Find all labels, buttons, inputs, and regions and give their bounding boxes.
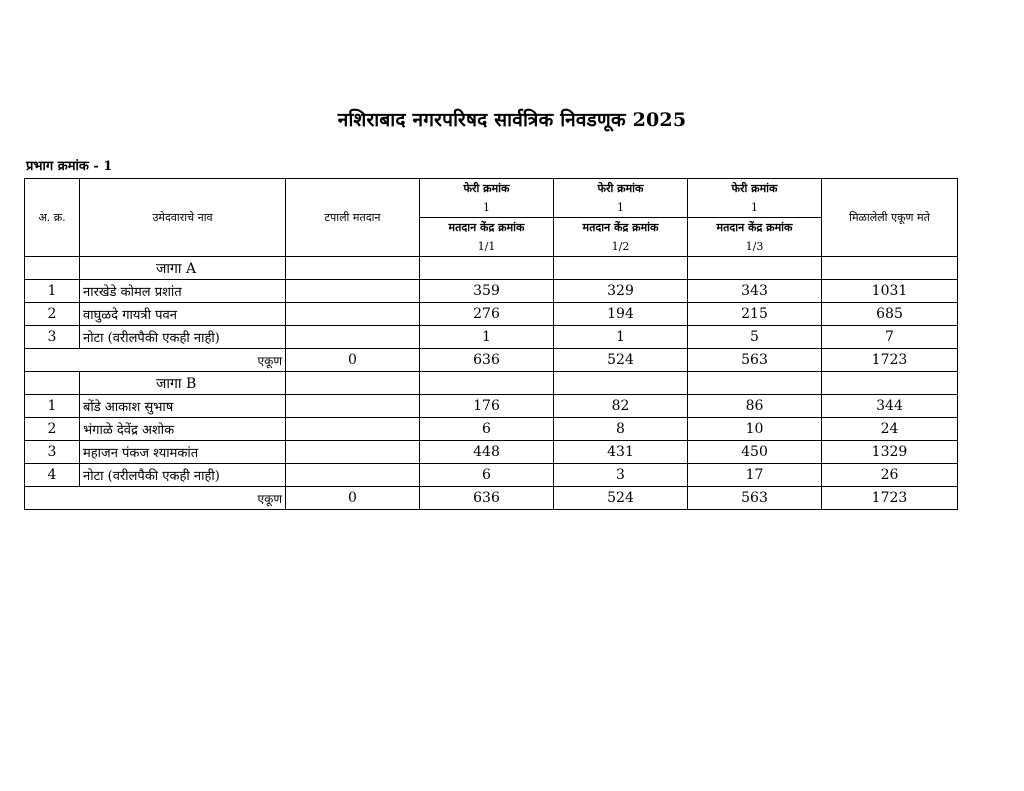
postal-cell: [286, 418, 420, 441]
candidate-name-cell: बोंडे आकाश सुभाष: [80, 395, 286, 418]
serial-cell: 4: [25, 464, 80, 487]
total-votes-cell: 1329: [822, 441, 958, 464]
round3-votes-cell: 215: [688, 303, 822, 326]
round3-votes-cell: 86: [688, 395, 822, 418]
round-label: फेरी क्रमांक: [463, 182, 510, 195]
candidate-name-cell: नोटा (वरीलपैकी एकही नाही): [80, 326, 286, 349]
round2-votes-cell: 431: [554, 441, 688, 464]
results-table: [24, 178, 958, 510]
section-row-b: [25, 372, 958, 395]
candidate-name-cell: नारखेडे कोमल प्रशांत: [80, 280, 286, 303]
postal-cell: [286, 326, 420, 349]
total-label: एकूण: [25, 349, 286, 372]
round2-votes-cell: 329: [554, 280, 688, 303]
table-row: [25, 303, 958, 326]
serial-cell: 1: [25, 280, 80, 303]
total-votes-cell: 344: [822, 395, 958, 418]
header-total-votes: मिळालेली एकूण मते: [822, 179, 958, 257]
round2-total-cell: 524: [554, 487, 688, 510]
table-row: [25, 326, 958, 349]
postal-total-cell: 0: [286, 349, 420, 372]
header-postal-votes: टपाली मतदान: [286, 179, 420, 257]
postal-cell: [286, 464, 420, 487]
round3-votes-cell: 450: [688, 441, 822, 464]
candidate-name-cell: वाघुळदे गायत्री पवन: [80, 303, 286, 326]
table-row: [25, 464, 958, 487]
round1-votes-cell: 6: [420, 464, 554, 487]
total-votes-cell: 7: [822, 326, 958, 349]
ward-label: प्रभाग क्रमांक - 1: [26, 159, 113, 174]
total-votes-cell: 685: [822, 303, 958, 326]
serial-cell: 2: [25, 303, 80, 326]
document-title: नशिराबाद नगरपरिषद सार्वत्रिक निवडणूक 2025: [337, 109, 687, 131]
round1-total-cell: 636: [420, 349, 554, 372]
header-round-3: [688, 179, 822, 218]
postal-cell: [286, 303, 420, 326]
round2-votes-cell: 8: [554, 418, 688, 441]
total-votes-cell: 26: [822, 464, 958, 487]
center-number: 1/1: [477, 240, 496, 253]
header-center-2: [554, 218, 688, 257]
center-number: 1/3: [745, 240, 764, 253]
serial-cell: 1: [25, 395, 80, 418]
grand-total-cell: 1723: [822, 349, 958, 372]
round1-votes-cell: 176: [420, 395, 554, 418]
totals-row-a: [25, 349, 958, 372]
table-row: [25, 280, 958, 303]
round2-total-cell: 524: [554, 349, 688, 372]
round3-votes-cell: 5: [688, 326, 822, 349]
round2-votes-cell: 82: [554, 395, 688, 418]
header-round-2: [554, 179, 688, 218]
header-round-1: [420, 179, 554, 218]
center-label: मतदान केंद्र क्रमांक: [716, 221, 793, 234]
serial-cell: 3: [25, 441, 80, 464]
candidate-name-cell: नोटा (वरीलपैकी एकही नाही): [80, 464, 286, 487]
total-votes-cell: 24: [822, 418, 958, 441]
postal-total-cell: 0: [286, 487, 420, 510]
round3-total-cell: 563: [688, 349, 822, 372]
round-number: 1: [483, 201, 490, 214]
serial-cell: 3: [25, 326, 80, 349]
header-candidate-name: उमेदवाराचे नाव: [80, 179, 286, 257]
round1-votes-cell: 448: [420, 441, 554, 464]
center-label: मतदान केंद्र क्रमांक: [448, 221, 525, 234]
header-center-3: [688, 218, 822, 257]
table-header: [25, 179, 958, 257]
round-label: फेरी क्रमांक: [597, 182, 644, 195]
section-label: जागा B: [80, 372, 286, 395]
round2-votes-cell: 1: [554, 326, 688, 349]
table-row: [25, 418, 958, 441]
round2-votes-cell: 194: [554, 303, 688, 326]
table-row: [25, 441, 958, 464]
round3-votes-cell: 10: [688, 418, 822, 441]
round3-votes-cell: 343: [688, 280, 822, 303]
center-number: 1/2: [611, 240, 630, 253]
candidate-name-cell: महाजन पंकज श्यामकांत: [80, 441, 286, 464]
round1-votes-cell: 276: [420, 303, 554, 326]
center-label: मतदान केंद्र क्रमांक: [582, 221, 659, 234]
round2-votes-cell: 3: [554, 464, 688, 487]
totals-row-b: [25, 487, 958, 510]
section-row-a: [25, 257, 958, 280]
round1-total-cell: 636: [420, 487, 554, 510]
round-number: 1: [617, 201, 624, 214]
round3-votes-cell: 17: [688, 464, 822, 487]
round3-total-cell: 563: [688, 487, 822, 510]
table-row: [25, 395, 958, 418]
round1-votes-cell: 359: [420, 280, 554, 303]
postal-cell: [286, 395, 420, 418]
table-body: [25, 257, 958, 510]
round-label: फेरी क्रमांक: [731, 182, 778, 195]
round1-votes-cell: 1: [420, 326, 554, 349]
header-center-1: [420, 218, 554, 257]
header-serial: अ. क्र.: [25, 179, 80, 257]
section-label: जागा A: [80, 257, 286, 280]
candidate-name-cell: भंगाळे देवेंद्र अशोक: [80, 418, 286, 441]
total-label: एकूण: [25, 487, 286, 510]
round-number: 1: [751, 201, 758, 214]
postal-cell: [286, 441, 420, 464]
postal-cell: [286, 280, 420, 303]
serial-cell: 2: [25, 418, 80, 441]
total-votes-cell: 1031: [822, 280, 958, 303]
grand-total-cell: 1723: [822, 487, 958, 510]
round1-votes-cell: 6: [420, 418, 554, 441]
